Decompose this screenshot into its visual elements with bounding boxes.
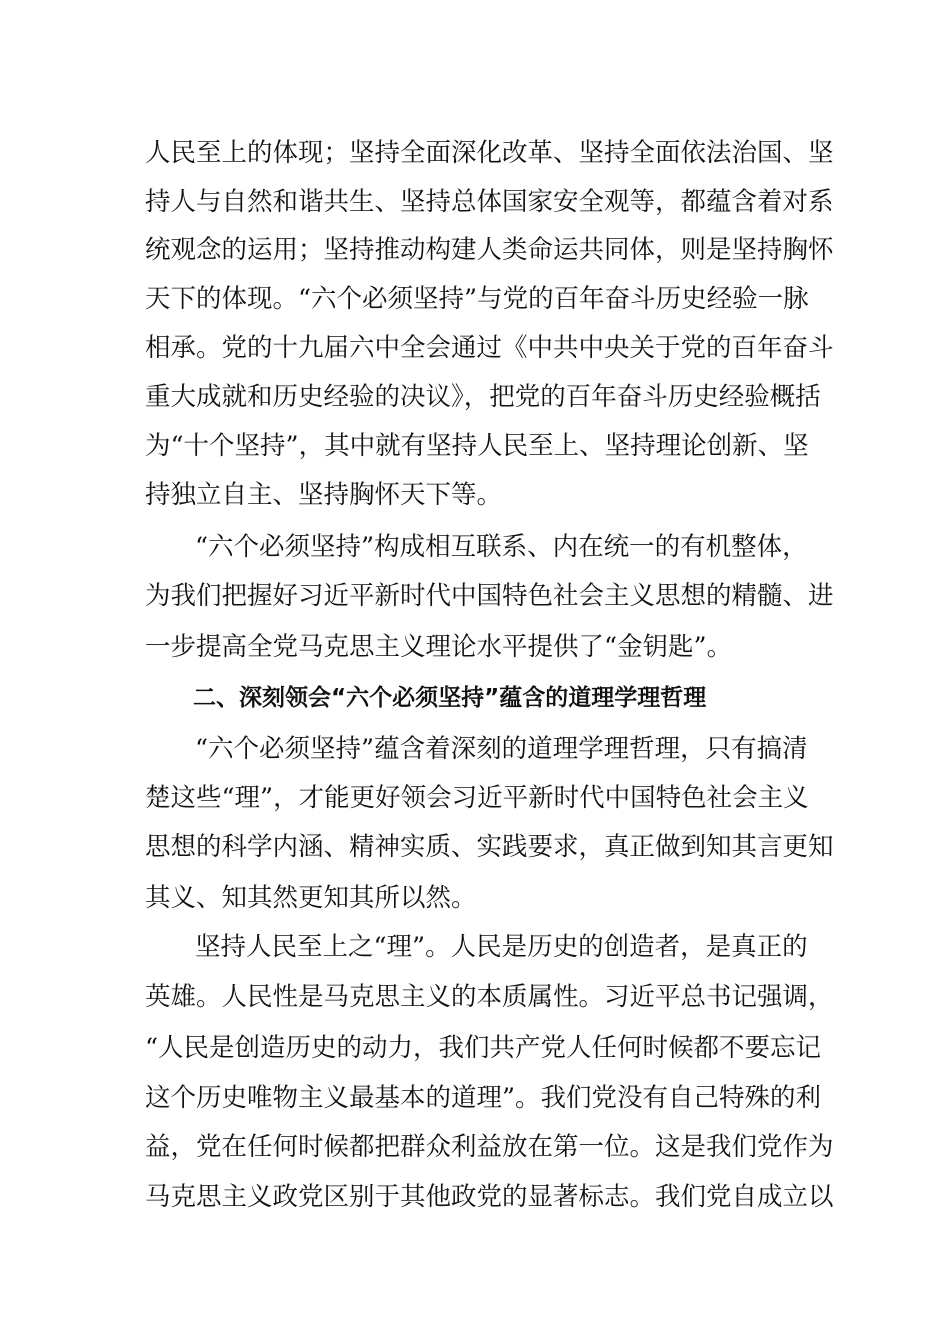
text-line: 重大成就和历史经验的决议》，把党的百年奋斗历史经验概括 <box>145 382 821 412</box>
section-heading: 二、深刻领会“六个必须坚持”蕴含的道理学理哲理 <box>193 685 707 711</box>
text-line: 天下的体现。“六个必须坚持”与党的百年奋斗历史经验一脉 <box>145 284 809 314</box>
text-line: 这个历史唯物主义最基本的道理”。我们党没有自己特殊的利 <box>145 1083 822 1113</box>
text-line: 坚持人民至上之“理”。人民是历史的创造者，是真正的 <box>195 932 808 962</box>
text-line: 人民至上的体现；坚持全面深化改革、坚持全面依法治国、坚 <box>145 138 834 168</box>
text-line: 益，党在任何时候都把群众利益放在第一位。这是我们党作为 <box>145 1132 834 1162</box>
text-line: “六个必须坚持”构成相互联系、内在统一的有机整体， <box>195 532 808 562</box>
text-line: 为我们把握好习近平新时代中国特色社会主义思想的精髓、进 <box>145 581 834 611</box>
text-line: 楚这些“理”，才能更好领会习近平新时代中国特色社会主义 <box>145 783 809 813</box>
text-line: 其义、知其然更知其所以然。 <box>145 883 477 913</box>
text-line: 一步提高全党马克思主义理论水平提供了“金钥匙”。 <box>145 632 733 662</box>
text-line: 马克思主义政党区别于其他政党的显著标志。我们党自成立以 <box>145 1182 834 1212</box>
text-line: 英雄。人民性是马克思主义的本质属性。习近平总书记强调， <box>145 982 834 1012</box>
text-line: 持人与自然和谐共生、坚持总体国家安全观等，都蕴含着对系 <box>145 187 834 217</box>
text-line: “六个必须坚持”蕴含着深刻的道理学理哲理，只有搞清 <box>195 734 808 764</box>
text-line: 持独立自主、坚持胸怀天下等。 <box>145 480 503 510</box>
text-line: “人民是创造历史的动力，我们共产党人任何时候都不要忘记 <box>145 1033 822 1063</box>
text-line: 思想的科学内涵、精神实质、实践要求，真正做到知其言更知 <box>145 832 834 862</box>
text-line: 相承。党的十九届六中全会通过《中共中央关于党的百年奋斗 <box>145 333 834 363</box>
text-line: 统观念的运用；坚持推动构建人类命运共同体，则是坚持胸怀 <box>145 235 834 265</box>
text-line: 为“十个坚持”，其中就有坚持人民至上、坚持理论创新、坚 <box>145 431 809 461</box>
